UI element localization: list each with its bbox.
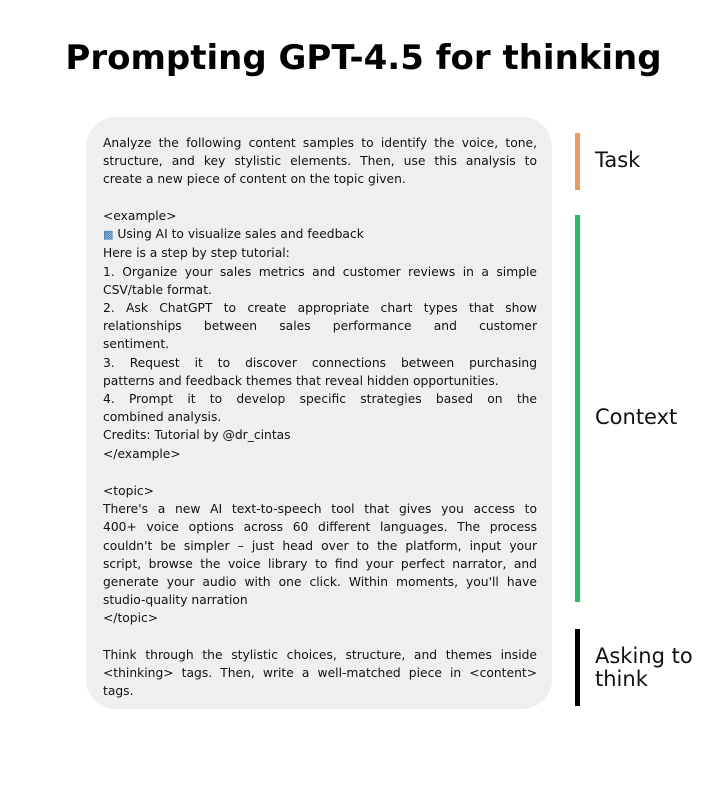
example-intro: Here is a step by step tutorial:	[103, 246, 290, 261]
task-paragraph	[103, 134, 537, 189]
step-line: patterns and feedback themes that reveal hidden opportunities.	[103, 373, 499, 388]
asking-label	[595, 645, 693, 691]
context-label: Context	[595, 405, 678, 429]
example-close-tag: </example>	[103, 446, 181, 461]
topic-open-tag: <topic>	[103, 484, 154, 498]
task-line: Analyze the following content samples to identify the voice, tone,	[103, 136, 537, 150]
task-line: create a new piece of content on the topic given.	[103, 172, 406, 187]
asking-label-line: Asking to	[595, 644, 693, 668]
bar-chart-icon: ▩	[103, 228, 114, 242]
think-paragraph	[103, 646, 537, 701]
step-line: CSV/table format.	[103, 282, 212, 297]
topic-line: couldn't be simpler – just head over to the platform, input your	[103, 538, 537, 553]
example-heading	[103, 225, 537, 244]
step-line: relationships between sales performance and customer	[103, 319, 537, 334]
step-line: 4. Prompt it to develop specific strategies based on the	[103, 392, 537, 407]
example-block	[103, 207, 537, 463]
topic-line: There's a new AI text-to-speech tool that gives you access to	[103, 502, 537, 517]
topic-close-tag: </topic>	[103, 611, 159, 626]
step-line: 3. Request it to discover connections between purchasing	[103, 355, 537, 370]
topic-line: generate your audio with one click. Within moments, you'll have	[103, 575, 537, 590]
page-title: Prompting GPT-4.5 for thinking	[65, 38, 662, 78]
step-line: 1. Organize your sales metrics and customer reviews in a simple	[103, 264, 537, 279]
step-line: combined analysis.	[103, 410, 222, 425]
topic-line: studio-quality narration	[103, 593, 248, 608]
task-bar	[575, 133, 580, 190]
credits-line: Credits: Tutorial by @dr_cintas	[103, 428, 291, 443]
step-line: 2. Ask ChatGPT to create appropriate chart types that show	[103, 301, 537, 316]
prompt-card	[86, 117, 552, 709]
topic-line: 400+ voice options across 60 different languages. The process	[103, 520, 537, 535]
step-line: sentiment.	[103, 337, 170, 352]
think-line: tags.	[103, 684, 134, 699]
example-heading-text: Using AI to visualize sales and feedback	[117, 227, 364, 242]
asking-bar	[575, 629, 580, 706]
think-line: Think through the stylistic choices, structure, and themes inside	[103, 648, 537, 662]
example-open-tag: <example>	[103, 209, 177, 223]
think-line: <thinking> tags. Then, write a well-matched piece in <content>	[103, 666, 537, 681]
asking-label-line: think	[595, 667, 648, 691]
context-bar	[575, 215, 580, 602]
task-label: Task	[595, 148, 641, 172]
topic-line: script, browse the voice library to find your perfect narrator, and	[103, 556, 537, 571]
topic-block	[103, 482, 537, 628]
task-line: structure, and key stylistic elements. Then, use this analysis to	[103, 154, 537, 169]
